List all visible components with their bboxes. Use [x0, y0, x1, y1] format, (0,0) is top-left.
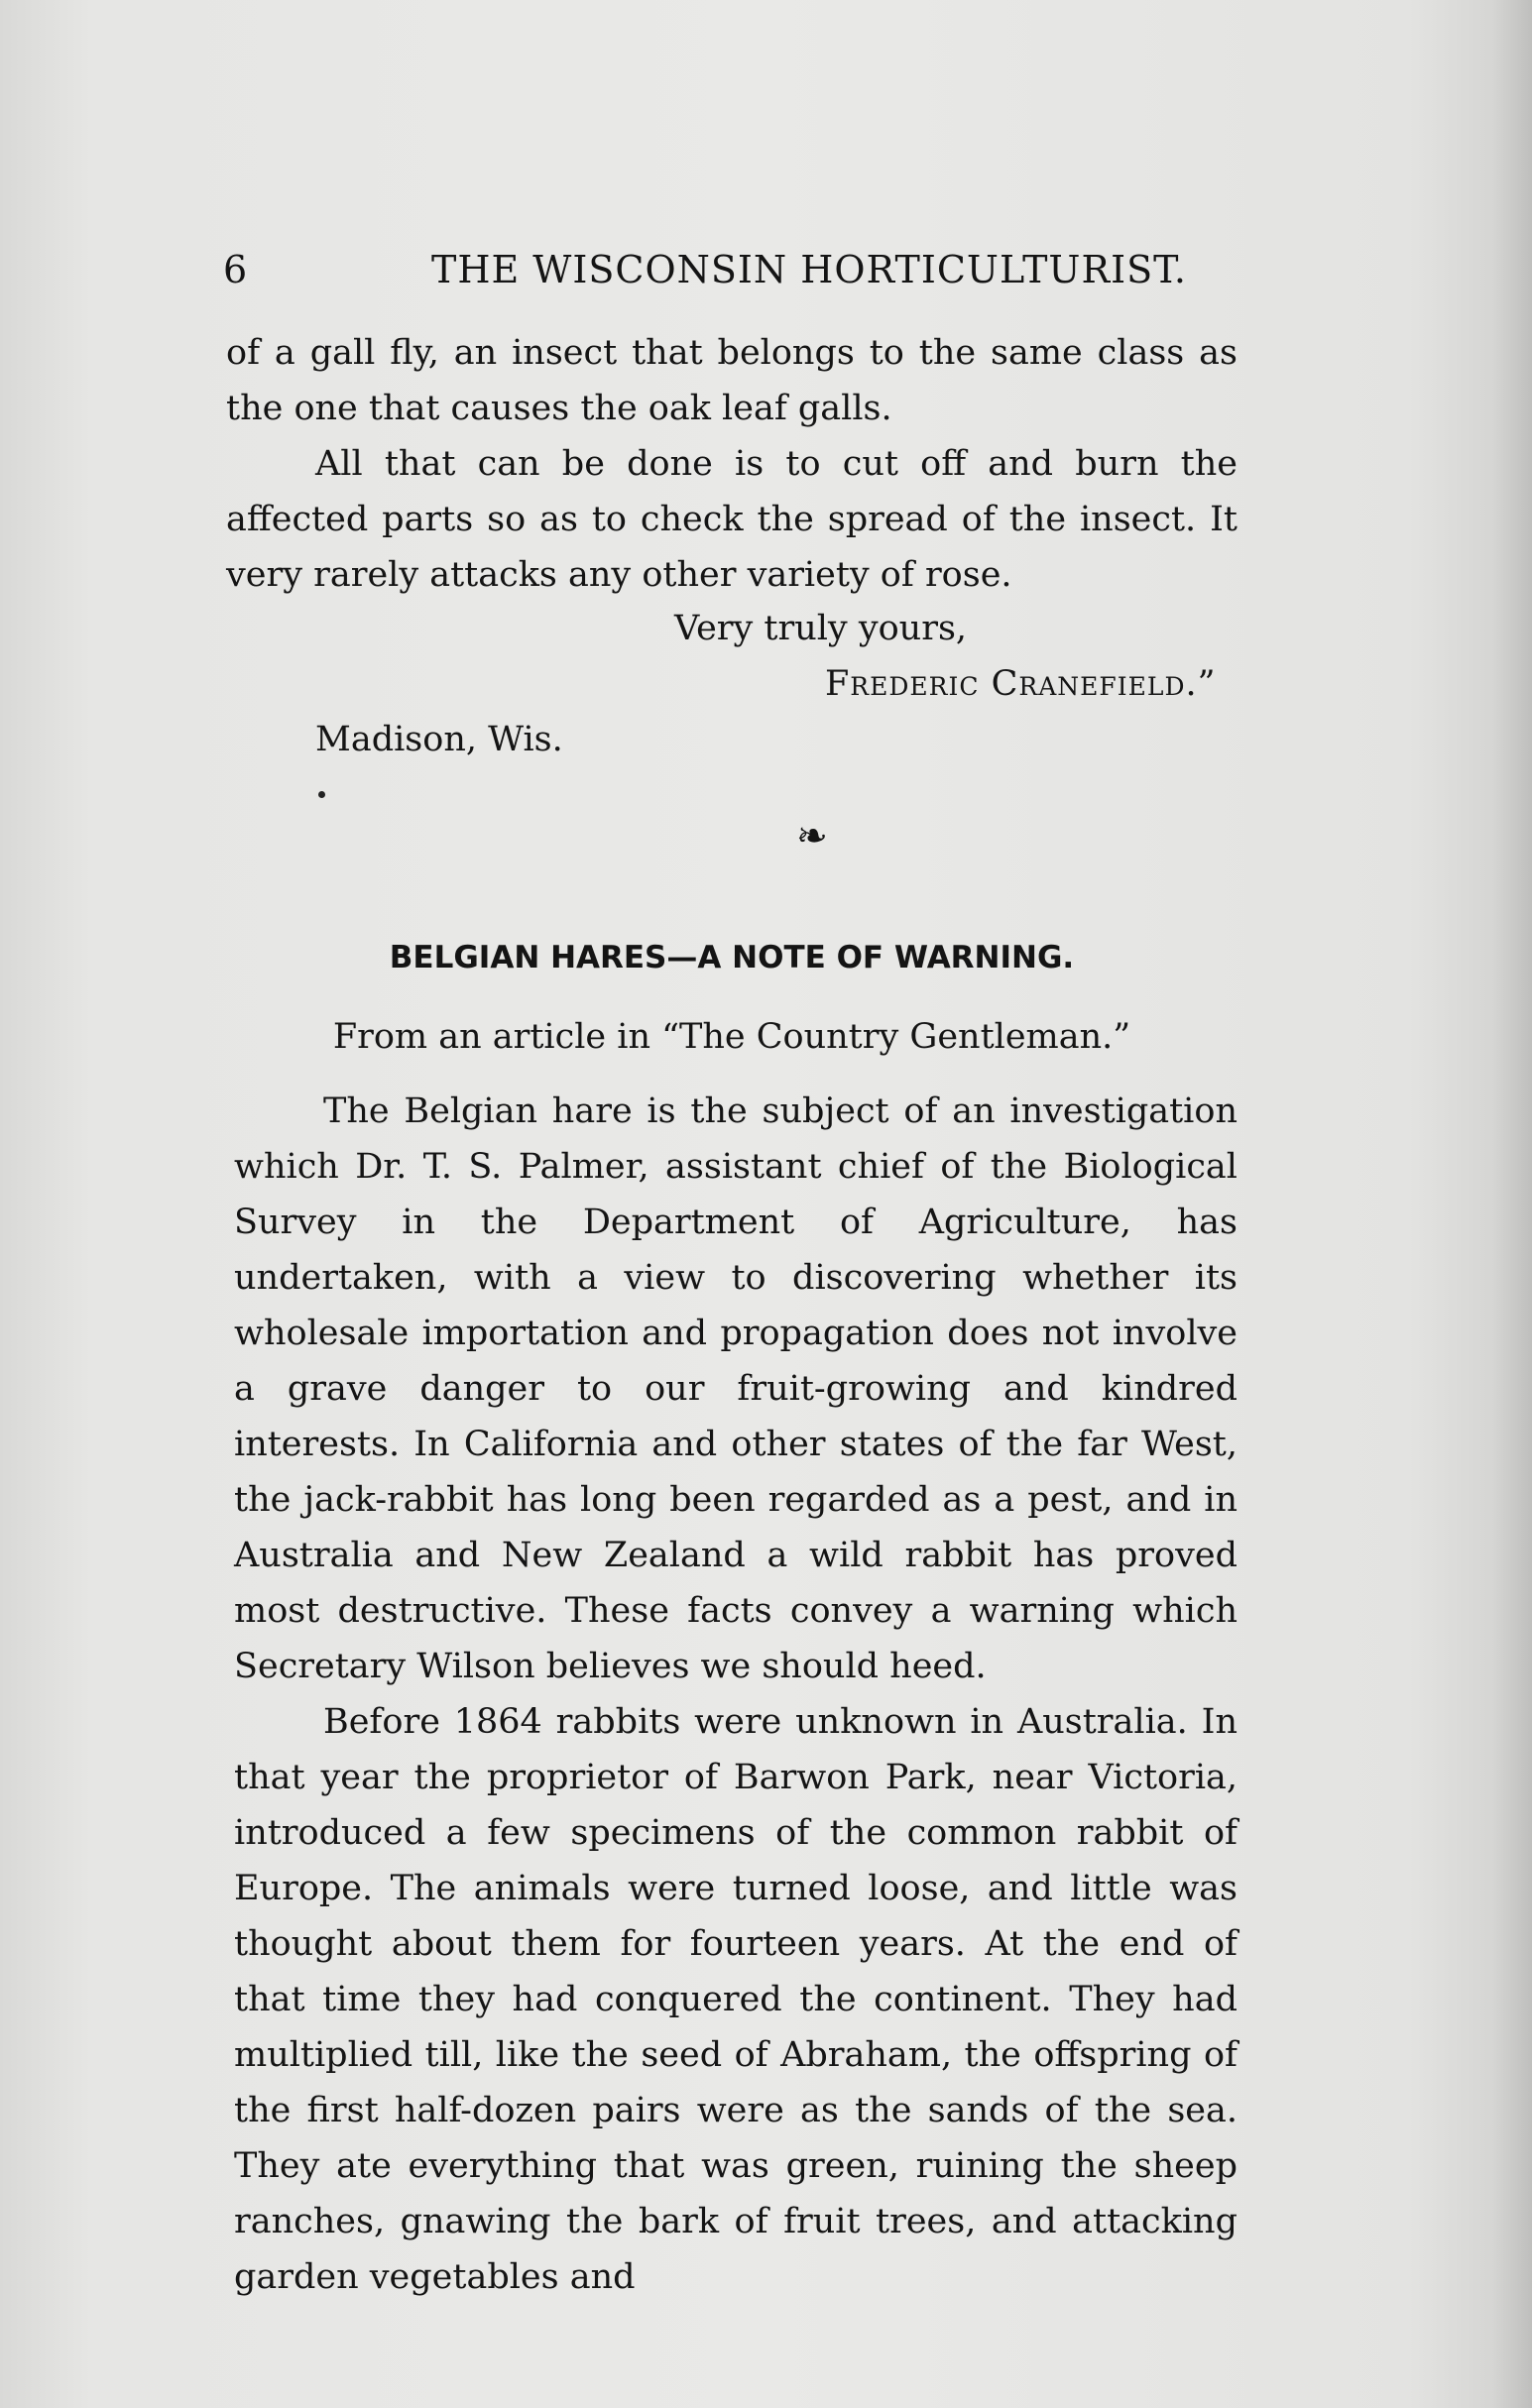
letter-continuation: of a gall fly, an insect that belongs to the same class as the one that causes the oak leaf galls.	[226, 333, 1237, 428]
letter-place: Madison, Wis.	[315, 720, 563, 759]
article-paragraph: Before 1864 rabbits were unknown in Australia. In that year the proprietor of Barwon Park, near Victoria, introduced a few specimens of the common rabbit of Europe. The animals were turned loose, and little was thought about them for fourteen years. At the end of that time they had conquered the continent. They had multiplied till, like the seed of Abraham, the offspring of the first half-dozen pairs were as the sands of the sea. They ate everything that was green, ruining the sheep ranches, gnawing the bark of fruit trees, and attacking garden vegetables and	[234, 1702, 1237, 2297]
journal-title: THE WISCONSIN HORTICULTURIST.	[431, 248, 1187, 291]
article-source: From an article in “The Country Gentleman.”	[332, 1017, 1131, 1057]
letter-paragraph: All that can be done is to cut off and burn the affected parts so as to check the spread of the insect. It very rarely attacks any other variety of rose.	[226, 444, 1237, 595]
letter-continuation-block	[226, 325, 1237, 603]
section-ornament: ❧	[796, 814, 828, 858]
article-body	[234, 1084, 1237, 2305]
running-head	[223, 240, 1235, 299]
letter-signature: Frederic Cranefield.”	[825, 664, 1217, 704]
page-number: 6	[223, 248, 248, 291]
print-speck	[318, 791, 325, 798]
article-heading: BELGIAN HARES—A NOTE OF WARNING.	[389, 940, 1075, 975]
article-paragraph: The Belgian hare is the subject of an investigation which Dr. T. S. Palmer, assistant chief of the Biological Survey in the Department of Agriculture, has undertaken, with a view to discovering whether its wholesale importation and propagation does not involve a grave danger to our fruit-growing and kindred interests. In California and other states of the far West, the jack-rabbit has long been regarded as a pest, and in Australia and New Zealand a wild rabbit has proved most destructive. These facts convey a warning which Secretary Wilson believes we should heed.	[234, 1091, 1237, 1686]
letter-closing: Very truly yours,	[674, 609, 968, 648]
page-edge-shadow	[1492, 0, 1532, 2408]
